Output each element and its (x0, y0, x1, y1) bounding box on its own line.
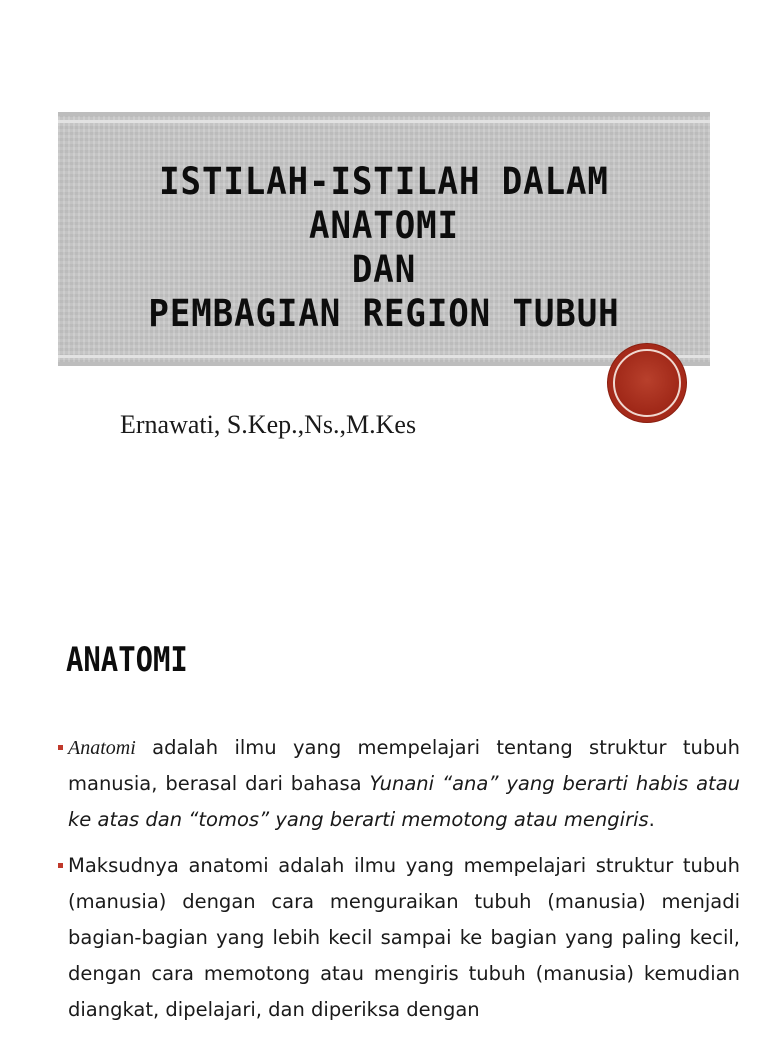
content-slide (0, 600, 768, 1024)
bullet-item (58, 848, 740, 1028)
slide-title (84, 160, 684, 336)
title-line-2: DAN (351, 248, 417, 291)
term-anatomi: Anatomi (68, 737, 136, 759)
bullet-end: . (648, 808, 655, 831)
bullet-square-icon (58, 745, 63, 750)
section-heading: ANATOMI (66, 640, 188, 680)
title-line-1: ISTILAH-ISTILAH DALAM ANATOMI (159, 160, 609, 247)
band-border-bottom-inner (58, 355, 710, 358)
author-name: Ernawati, S.Kep.,Ns.,M.Kes (120, 410, 417, 439)
bullet-text: Maksudnya anatomi adalah ilmu yang mempelajari struktur tubuh (manusia) dengan cara menguraikan tubuh (manusia) menjadi bagian-bagian yang lebih kecil sampai ke bagian yang paling kecil, dengan cara memotong atau mengiris tubuh (manusia) kemudian diangkat, dipelajari, dan diperiksa dengan (68, 854, 740, 1021)
bullet-text: adalah ilmu yang mempelajari tentang struktur tubuh manusia, berasal dari bahasa (68, 736, 740, 795)
bullet-item (58, 730, 740, 838)
decorative-circle-icon (608, 344, 686, 422)
band-border-top (58, 112, 710, 116)
title-line-3: PEMBAGIAN REGION TUBUH (148, 292, 620, 335)
bullet-italic-text: Yunani “ana” yang berarti habis atau ke atas dan “tomos” yang berarti memotong atau mengiris (68, 772, 740, 831)
bullet-list (58, 730, 740, 1038)
bullet-square-icon (58, 863, 63, 868)
band-border-top-inner (58, 120, 710, 123)
